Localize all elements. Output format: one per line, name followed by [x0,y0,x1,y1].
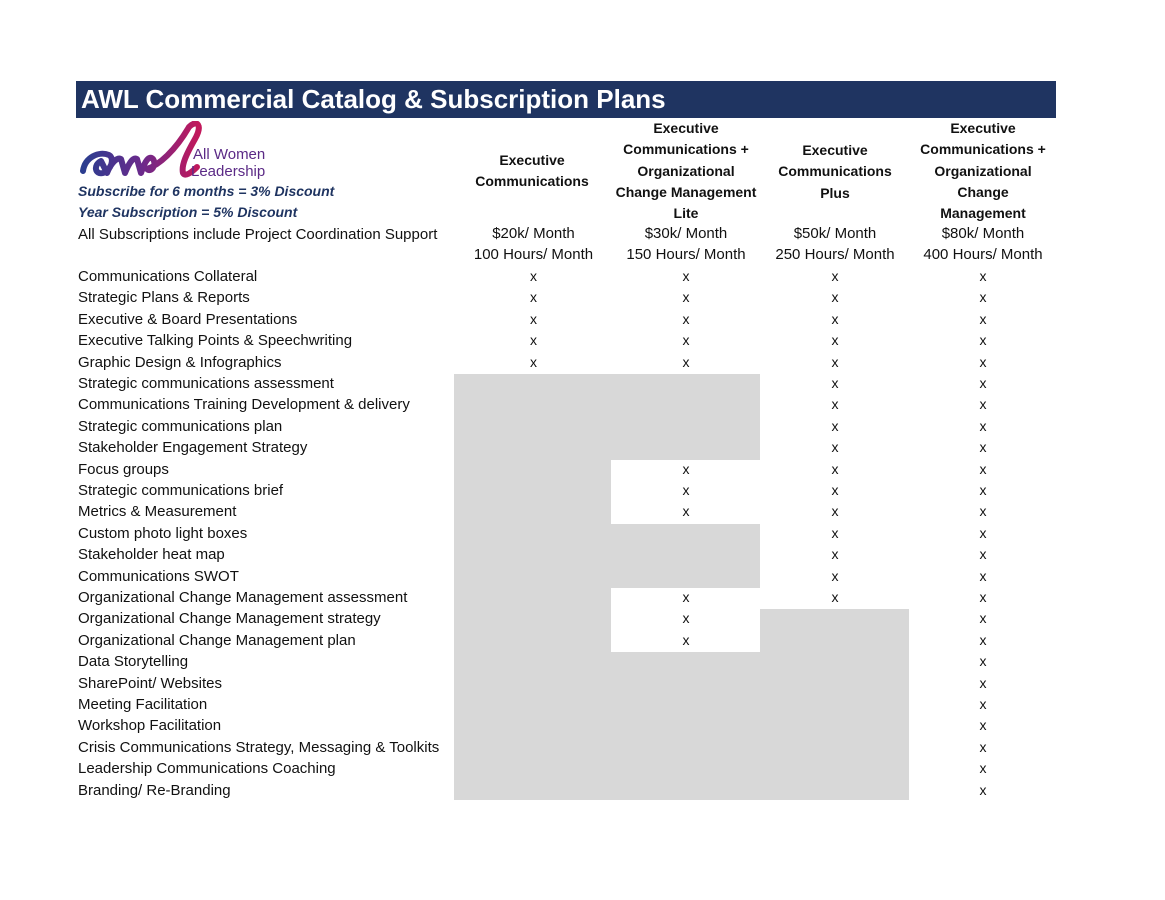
included-mark: x [979,396,987,413]
feature-name: Communications Training Development & delivery [78,396,410,414]
included-mark: x [831,268,839,284]
feature-name: Executive & Board Presentations [78,310,298,328]
plan-header-exec-comms-ocm [909,118,1057,224]
included-mark: x [530,310,537,327]
included-mark: x [831,289,839,306]
feature-name: Branding/ Re-Branding [78,781,231,799]
included-mark: x [831,310,839,327]
included-mark: x [979,310,987,327]
table-row [0,780,1165,801]
included-mark: x [682,268,690,284]
included-mark: x [979,417,987,434]
feature-name: Organizational Change Management strategy [78,610,381,628]
plan-header-exec-comms-ocm-lite [610,118,762,224]
included-mark: x [682,332,690,349]
plan-header-line: Organizational [934,162,1032,179]
table-row [0,544,1165,565]
included-mark: x [979,503,987,520]
included-mark: x [979,674,987,691]
table-row [0,737,1165,758]
plan-header-line: Executive [802,142,868,158]
included-mark: x [831,503,839,520]
table-row [0,566,1165,587]
plan-hours: 150 Hours/ Month [626,246,746,263]
included-mark: x [979,631,987,648]
table-row [0,309,1165,330]
plan-header-line: Organizational [637,162,735,179]
table-row [0,480,1165,501]
included-mark: x [682,353,690,370]
table-row [0,287,1165,308]
plan-hours: 400 Hours/ Month [923,246,1043,263]
plan-header-exec-comms-plus [760,140,910,204]
included-mark: x [831,482,839,498]
included-mark: x [682,460,690,477]
feature-name: Data Storytelling [78,653,189,671]
awl-script-mark [83,123,199,174]
plan-header-line: Plus [820,184,850,201]
table-row [0,651,1165,672]
plan-hours: 100 Hours/ Month [473,246,594,263]
feature-name: Organizational Change Management plan [78,631,356,649]
table-row [0,459,1165,480]
plan-header-line: Management [940,205,1026,222]
feature-name: Communications SWOT [78,567,239,585]
plan-header-line: Executive [499,152,565,168]
feature-name: SharePoint/ Websites [78,674,222,692]
plan-header-executive-communications [456,150,608,193]
table-row [0,694,1165,715]
included-mark: x [979,353,987,370]
plan-header-line: Communications + [920,141,1046,158]
included-mark: x [979,717,987,734]
plan-price: $20k/ Month [492,225,575,242]
feature-name: Strategic Plans & Reports [78,289,250,307]
table-row [0,673,1165,694]
included-mark: x [831,567,839,584]
feature-name: Communications Collateral [78,268,258,285]
included-mark: x [831,417,839,434]
plan-header-line: Change Management [615,183,757,200]
discount-year: Year Subscription = 5% Discount [78,204,298,220]
included-mark: x [979,289,987,306]
included-mark: x [979,524,987,541]
feature-name: Metrics & Measurement [78,503,237,521]
included-mark: x [979,268,987,284]
included-mark: x [831,375,839,391]
plan-header-line: Lite [673,205,699,222]
table-row [0,758,1165,779]
included-mark: x [979,567,987,584]
discount-six-months: Subscribe for 6 months = 3% Discount [78,183,335,199]
table-row [0,437,1165,458]
table-row [0,266,1165,287]
included-mark: x [979,460,987,477]
included-mark: x [831,524,839,541]
included-mark: x [979,546,987,563]
logo-text-line2: Leadership [191,163,266,180]
feature-name: Stakeholder heat map [78,546,225,564]
included-mark: x [979,760,987,777]
feature-name: Focus groups [78,460,169,478]
included-mark: x [979,439,987,456]
plan-price: $80k/ Month [941,225,1025,242]
table-row [0,630,1165,651]
included-mark: x [682,289,690,306]
included-mark: x [682,482,690,498]
table-row [0,352,1165,373]
included-mark: x [682,503,690,520]
included-mark: x [979,696,987,712]
feature-name: Strategic communications plan [78,417,283,435]
included-mark: x [979,589,987,605]
feature-name: Organizational Change Management assessment [78,589,408,606]
included-mark: x [979,482,987,498]
included-mark: x [979,653,987,670]
included-mark: x [979,781,987,798]
feature-name: Custom photo light boxes [78,524,248,542]
included-mark: x [831,439,839,456]
plan-hours: 250 Hours/ Month [775,246,895,263]
feature-name: Graphic Design & Infographics [78,353,282,371]
table-row [0,416,1165,437]
feature-name: Stakeholder Engagement Strategy [78,439,308,457]
feature-name: Leadership Communications Coaching [78,760,336,778]
included-mark: x [979,738,987,755]
included-mark: x [530,353,537,370]
feature-name: Meeting Facilitation [78,696,208,713]
table-row [0,523,1165,544]
feature-name: Strategic communications assessment [78,375,334,392]
feature-name: Crisis Communications Strategy, Messaging & Toolkits [78,738,440,756]
plan-header-line: Communications [778,163,892,180]
support-note: All Subscriptions include Project Coordination Support [78,226,438,243]
included-mark: x [979,610,987,627]
included-mark: x [831,460,839,477]
included-mark: x [530,332,537,349]
included-mark: x [682,610,690,627]
table-row [0,394,1165,415]
logo-text-line1: All Women [193,146,266,163]
included-mark: x [831,353,839,370]
plan-header-line: Communications [475,173,589,190]
included-mark: x [682,589,690,605]
included-mark: x [979,332,987,349]
table-row [0,330,1165,351]
table-row [0,501,1165,522]
table-row [0,715,1165,736]
plan-price: $30k/ Month [644,225,728,242]
feature-name: Workshop Facilitation [78,717,222,735]
included-mark: x [831,396,839,413]
included-mark: x [682,310,690,327]
included-mark: x [682,631,690,648]
plan-header-line: Executive [950,120,1016,136]
plan-header-line: Change [957,183,1009,200]
plan-price: $50k/ Month [793,225,877,242]
feature-name: Executive Talking Points & Speechwriting [78,332,353,350]
feature-name: Strategic communications brief [78,482,284,499]
awl-logo [79,121,279,183]
table-row [0,608,1165,629]
included-mark: x [979,375,987,391]
table-row [0,373,1165,394]
table-row [0,587,1165,608]
plan-header-line: Communications + [623,141,749,158]
included-mark: x [530,289,537,306]
included-mark: x [831,332,839,349]
page-title: AWL Commercial Catalog & Subscription Plans [81,84,666,114]
included-mark: x [530,268,537,284]
included-mark: x [831,589,839,605]
title-bar [76,81,1056,118]
included-mark: x [831,546,839,563]
plan-header-line: Executive [653,120,719,136]
